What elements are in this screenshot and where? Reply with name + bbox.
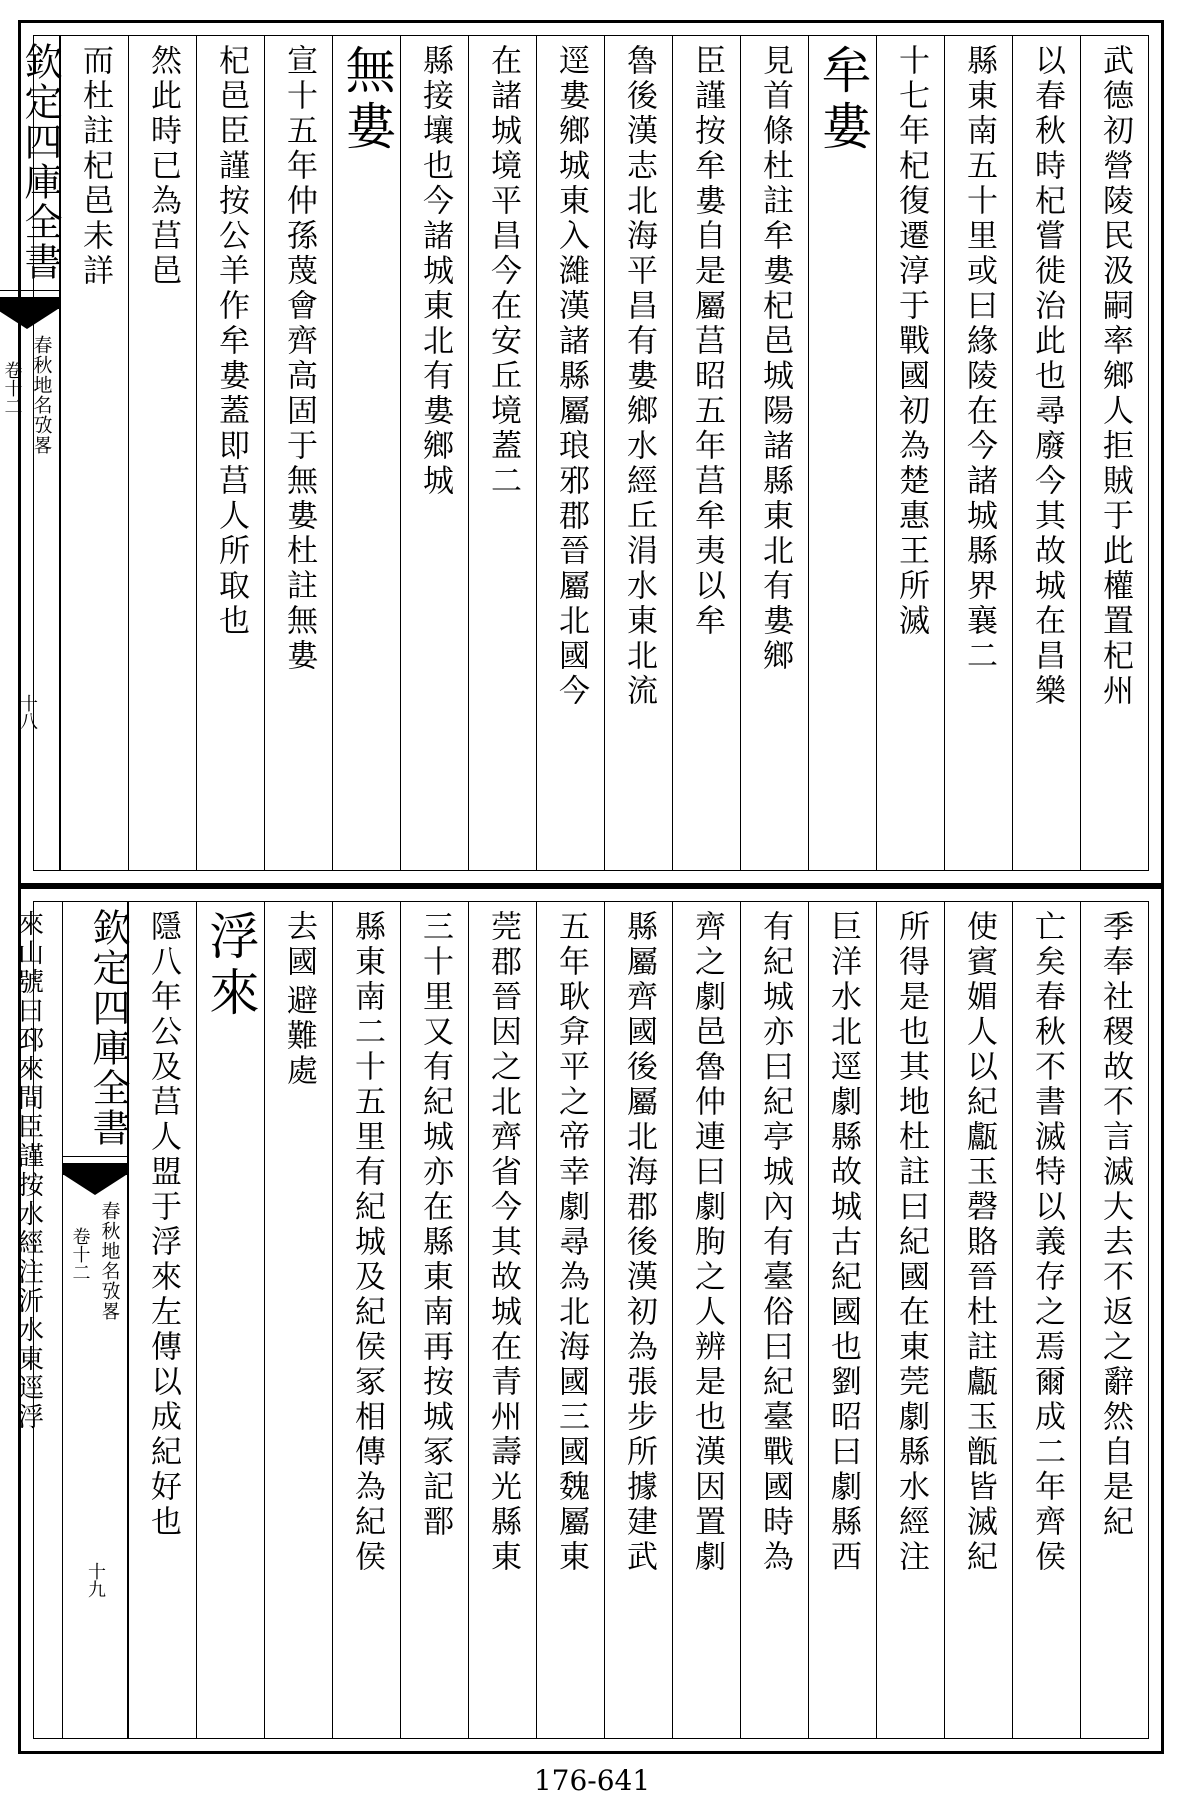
body-text: 然此時已為莒邑 [145, 44, 181, 289]
text-column [128, 902, 196, 1738]
gutter-title-row [67, 1201, 124, 1321]
body-text: 縣接壤也今諸城東北有婁鄉城 [417, 44, 453, 499]
body-text: 臣謹按牟婁自是屬莒昭五年莒牟夷以牟 [689, 44, 725, 639]
body-text: 杞邑臣謹按公羊作牟婁蓋即莒人所取也 [213, 44, 249, 639]
body-text: 隱八年公及莒人盟于浮來左傳以成紀好也 [145, 910, 181, 1540]
body-text: 去國 [281, 910, 317, 980]
text-column [672, 36, 740, 870]
text-column [196, 36, 264, 870]
text-column [944, 36, 1012, 870]
series-title: 欽定四庫全書 [0, 42, 59, 291]
text-column [944, 902, 1012, 1738]
body-text: 縣屬齊國後屬北海郡後漢初為張步所據建武 [621, 910, 657, 1575]
body-text: 五年耿弇平之帝幸劇尋為北海國三國魏屬東 [553, 910, 589, 1575]
text-column [1080, 902, 1148, 1738]
body-text: 所得是也其地杜註曰紀國在東莞劇縣水經注 [893, 910, 929, 1575]
book-title: 春秋地名攷畧 [98, 1201, 121, 1321]
body-text: 使賓媚人以紀甗玉磬賂晉杜註甗玉甑皆滅紀 [961, 910, 997, 1575]
text-column [536, 36, 604, 870]
text-column [332, 902, 400, 1738]
entry-heading-column [808, 36, 876, 870]
lower-page [13, 886, 1164, 1754]
folio-number: 十九 [85, 1562, 106, 1598]
body-text: 巨洋水北逕劇縣故城古紀國也劉昭曰劇縣西 [825, 910, 861, 1575]
folio-number: 十八 [17, 694, 38, 730]
fishtail-ornament [63, 1163, 127, 1197]
fishtail-ornament [0, 297, 59, 331]
gutter-title-row [0, 335, 56, 455]
text-column [808, 902, 876, 1738]
text-column [1012, 36, 1080, 870]
body-text: 有紀城亦曰紀亭城內有臺俗曰紀臺戰國時為 [757, 910, 793, 1575]
juan-number: 卷十二 [69, 1227, 91, 1281]
text-column [536, 902, 604, 1738]
text-column [1012, 902, 1080, 1738]
page-footer-number: 176-641 [533, 1764, 651, 1797]
book-title: 春秋地名攷畧 [30, 335, 53, 455]
text-column [876, 36, 944, 870]
body-text: 在諸城境平昌今在安丘境蓋二 [485, 44, 521, 499]
center-gutter [62, 902, 128, 1738]
text-column [672, 902, 740, 1738]
body-text: 魯後漢志北海平昌有婁鄉水經丘涓水東北流 [621, 44, 657, 709]
text-column [400, 902, 468, 1738]
text-column [264, 902, 332, 1738]
body-text: 亡矣春秋不書滅特以義存之焉爾成二年齊侯 [1029, 910, 1065, 1575]
body-text: 見首條杜註牟婁杞邑城陽諸縣東北有婁鄉 [757, 44, 793, 674]
body-text: 武德初營陵民汲嗣率鄉人拒賊于此權置杞州 [1097, 44, 1133, 709]
entry-heading-column [196, 902, 264, 1738]
text-column [0, 902, 62, 1738]
upper-page [1, 20, 1164, 886]
body-text: 齊之劇邑魯仲連曰劇朐之人辨是也漢因置劇 [689, 910, 725, 1575]
text-column [128, 36, 196, 870]
body-text: 宣十五年仲孫蔑會齊高固于無婁杜註無婁 [281, 44, 317, 674]
body-text: 莞郡晉因之北齊省今其故城在青州壽光縣東 [485, 910, 521, 1575]
text-column [264, 36, 332, 870]
body-text: 逕婁鄉城東入濰漢諸縣屬琅邪郡晉屬北國今 [553, 44, 589, 709]
series-title: 欽定四庫全書 [63, 908, 127, 1157]
text-column [60, 36, 128, 870]
text-column [1080, 36, 1148, 870]
body-text: 十七年杞復遷淳于戰國初為楚惠王所滅 [893, 44, 929, 639]
entry-heading: 牟婁 [813, 44, 872, 156]
text-column [740, 902, 808, 1738]
lower-page-frame [13, 901, 1149, 1739]
entry-heading: 無婁 [337, 44, 396, 156]
text-column [468, 902, 536, 1738]
text-column [604, 902, 672, 1738]
body-text: 三十里又有紀城亦在縣東南再按城冢記鄑 [417, 910, 453, 1540]
juan-number: 卷十二 [1, 361, 23, 415]
body-text: 避難處 [281, 984, 317, 1089]
body-text: 以春秋時杞嘗徙治此也尋廢今其故城在昌樂 [1029, 44, 1065, 709]
body-text: 來山號曰邳來間臣謹按水經注沂水東逕浮 [13, 910, 44, 1432]
text-column [604, 36, 672, 870]
center-gutter [0, 36, 60, 870]
body-text: 而杜註杞邑未詳 [77, 44, 113, 289]
entry-heading-column [332, 36, 400, 870]
body-text: 季奉社稷故不言滅大去不返之辭然自是紀 [1097, 910, 1133, 1540]
body-text: 縣東南五十里或曰緣陵在今諸城縣界襄二 [961, 44, 997, 674]
text-column [740, 36, 808, 870]
text-column [468, 36, 536, 870]
upper-page-frame [1, 35, 1149, 871]
entry-heading: 浮來 [201, 910, 260, 1022]
text-column [400, 36, 468, 870]
text-column [876, 902, 944, 1738]
body-text: 縣東南二十五里有紀城及紀侯冢相傳為紀侯 [349, 910, 385, 1575]
